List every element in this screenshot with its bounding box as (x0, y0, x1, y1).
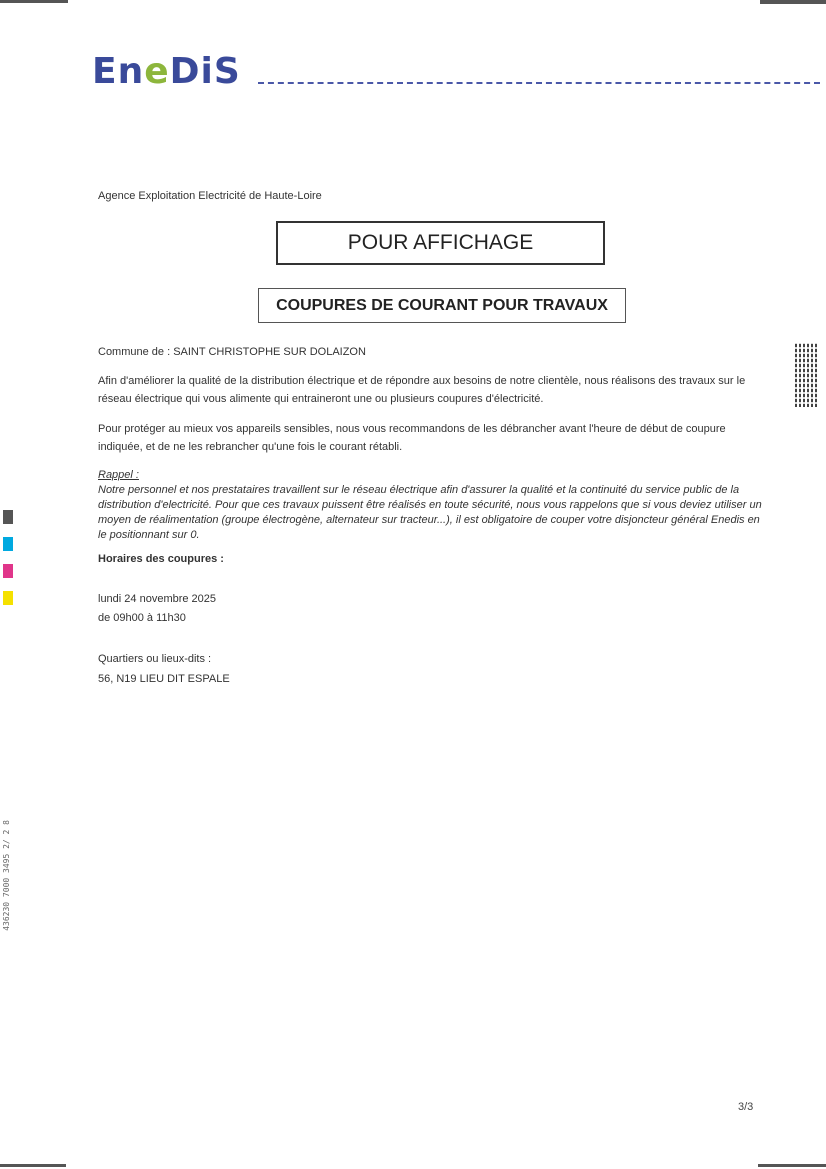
logo-part-1: En (92, 51, 145, 92)
scan-edge (0, 0, 68, 3)
logo-part-2: e (144, 51, 170, 92)
outage-date: lundi 24 novembre 2025 (98, 593, 217, 605)
headline: POUR AFFICHAGE (347, 231, 534, 254)
paragraph-intro: Afin d'améliorer la qualité de la distribution électrique et de répondre aux besoins de notre clientèle, nous réalisons des travaux sur le réseau électrique qui vous alimente qui entraineront une ou plusieurs coupures d'électricité. (98, 375, 746, 405)
quartiers-value: 56, N19 LIEU DIT ESPALE (98, 673, 230, 685)
color-bar-yellow (3, 591, 13, 605)
subheadline-box (258, 288, 626, 323)
side-reference-code: 436230 7000 3495 2/ 2 8 (2, 820, 11, 931)
color-bar-gray (3, 510, 13, 524)
subheadline: COUPURES DE COURANT POUR TRAVAUX (276, 296, 608, 314)
datamatrix-code-icon (795, 343, 817, 407)
paragraph-advice: Pour protéger au mieux vos appareils sensibles, nous vous recommandons de les débrancher avant l'heure de début de coupure indiquée, et de ne les rebrancher qu'une fois le courant rétabli. (98, 423, 726, 453)
rappel-title: Rappel : (98, 469, 139, 481)
scan-edge (758, 1164, 826, 1167)
logo-part-3: DiS (169, 51, 241, 92)
agency-name: Agence Exploitation Electricité de Haute-Loire (98, 190, 322, 202)
page-number: 3/3 (738, 1101, 754, 1113)
headline-box (276, 221, 605, 265)
enedis-logo (92, 52, 241, 92)
color-bar-cyan (3, 537, 13, 551)
quartiers-title: Quartiers ou lieux-dits : (98, 653, 212, 665)
header-rule (258, 82, 820, 84)
rappel-text: Notre personnel et nos prestataires travaillent sur le réseau électrique afin d'assurer la qualité et la continuité du service public de la distribution d'electricité. Pour que ces travaux puissent être réalisés en toute sécurité, nous vous rappelons que si vous deviez utiliser un moyen de réalimentation (groupe électrogène, alternateur sur tracteur...), il est obligatoire de couper votre disjoncteur général Enedis en le positionnant sur 0. (98, 484, 762, 541)
scan-edge (760, 0, 826, 4)
color-bar-magenta (3, 564, 13, 578)
commune: Commune de : SAINT CHRISTOPHE SUR DOLAIZON (98, 346, 366, 358)
horaires-title: Horaires des coupures : (98, 553, 224, 565)
scan-edge (0, 1164, 66, 1167)
outage-time: de 09h00 à 11h30 (98, 612, 186, 624)
